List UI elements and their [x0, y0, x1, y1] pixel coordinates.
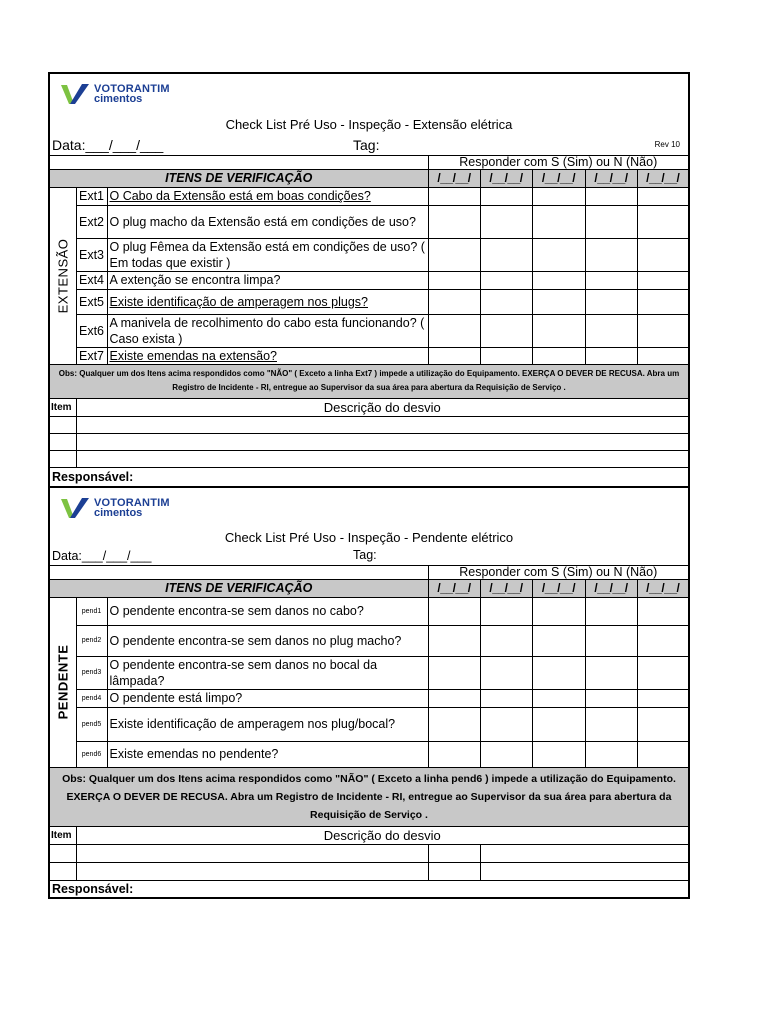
answer-cell[interactable] — [532, 625, 585, 656]
check-row — [49, 289, 689, 314]
answer-cell[interactable] — [532, 238, 585, 271]
date-column-4[interactable]: /__/__/ — [585, 579, 637, 597]
description-cell[interactable] — [76, 416, 689, 433]
item-question: O pendente encontra-se sem danos no plug macho? — [107, 625, 428, 656]
votorantim-logo — [52, 82, 686, 106]
extra-cell[interactable] — [428, 844, 480, 862]
answer-cell[interactable] — [428, 597, 480, 625]
item-question: O pendente encontra-se sem danos no cabo? — [107, 597, 428, 625]
answer-cell[interactable] — [637, 271, 689, 289]
form-title: Check List Pré Uso - Inspeção - Extensão elétrica — [225, 116, 513, 132]
answer-cell[interactable] — [532, 656, 585, 689]
votorantim-logo-icon — [60, 82, 90, 106]
check-row — [49, 689, 689, 707]
answer-cell[interactable] — [428, 625, 480, 656]
answer-cell[interactable] — [480, 741, 532, 767]
description-cell[interactable] — [76, 862, 428, 880]
date-column-3[interactable]: /__/__/ — [532, 579, 585, 597]
form-title: Check List Pré Uso - Inspeção - Pendente elétrico — [224, 529, 514, 545]
item-code: Ext1 — [76, 187, 107, 205]
answer-cell[interactable] — [637, 314, 689, 347]
check-row — [49, 597, 689, 625]
description-cell[interactable] — [76, 433, 689, 450]
answer-cell[interactable] — [637, 707, 689, 741]
item-cell[interactable] — [49, 433, 76, 450]
item-question: O plug macho da Extensão está em condições de uso? — [107, 205, 428, 238]
answer-cell[interactable] — [585, 205, 637, 238]
check-row — [49, 238, 689, 271]
answer-cell[interactable] — [428, 271, 480, 289]
answer-cell[interactable] — [637, 597, 689, 625]
item-question: Existe identificação de amperagem nos plugs? — [107, 289, 428, 314]
observation-note: Obs: Qualquer um dos Itens acima respondidos como "NÃO" ( Exceto a linha Ext7 ) impede a utilização do Equipamento. EXERÇA O DEVER DE RECUSA. Abra um Registro de Incidente - RI, entregue ao Supervisor da sua área para abertura da Requisição de Serviço . — [49, 364, 689, 398]
answer-cell[interactable] — [480, 289, 532, 314]
answer-cell[interactable] — [585, 707, 637, 741]
extra-cell[interactable] — [480, 862, 689, 880]
answer-cell[interactable] — [480, 205, 532, 238]
item-code: pend2 — [76, 625, 107, 656]
answer-cell[interactable] — [637, 238, 689, 271]
answer-cell[interactable] — [532, 289, 585, 314]
item-question: O pendente está limpo? — [107, 689, 428, 707]
brand-subname: cimentos — [94, 506, 143, 519]
date-column-5[interactable]: /__/__/ — [637, 579, 689, 597]
answer-cell[interactable] — [637, 656, 689, 689]
answer-cell[interactable] — [585, 741, 637, 767]
answer-cell[interactable] — [637, 625, 689, 656]
votorantim-logo — [52, 496, 686, 520]
item-code: pend1 — [76, 597, 107, 625]
answer-cell[interactable] — [480, 271, 532, 289]
brand-name: VOTORANTIM — [94, 496, 170, 509]
observation-note: Obs: Qualquer um dos Itens acima respondidos como "NÃO" ( Exceto a linha pend6 ) impede a utilização do Equipamento. EXERÇA O DEVER DE RECUSA. Abra um Registro de Incidente - RI, entregue ao Supervisor da sua área para abertura da Requisição de Serviço . — [49, 767, 689, 826]
answer-cell[interactable] — [428, 205, 480, 238]
date-column-5[interactable]: /__/__/ — [637, 169, 689, 187]
respond-instruction: Responder com S (Sim) ou N (Não) — [428, 155, 689, 169]
answer-cell[interactable] — [585, 625, 637, 656]
item-cell[interactable] — [49, 450, 76, 467]
check-row — [49, 347, 689, 364]
item-question: Existe identificação de amperagem nos plug/bocal? — [107, 707, 428, 741]
date-column-1[interactable]: /__/__/ — [428, 579, 480, 597]
deviation-row — [49, 433, 689, 450]
responsible-field[interactable]: Responsável: — [49, 467, 689, 487]
item-question: Existe emendas no pendente? — [107, 741, 428, 767]
date-column-3[interactable]: /__/__/ — [532, 169, 585, 187]
items-header: ITENS DE VERIFICAÇÃO — [49, 169, 428, 187]
check-row — [49, 741, 689, 767]
answer-cell[interactable] — [480, 625, 532, 656]
description-column-header: Descrição do desvio — [76, 398, 689, 416]
item-column-header: Item — [49, 826, 76, 844]
answer-cell[interactable] — [532, 187, 585, 205]
answer-cell[interactable] — [532, 741, 585, 767]
item-cell[interactable] — [49, 416, 76, 433]
tag-field[interactable]: Tag: — [353, 548, 377, 562]
answer-cell[interactable] — [585, 656, 637, 689]
description-cell[interactable] — [76, 450, 689, 467]
deviation-row — [49, 416, 689, 433]
description-column-header: Descrição do desvio — [76, 826, 689, 844]
item-code: Ext3 — [76, 238, 107, 271]
item-code: pend4 — [76, 689, 107, 707]
description-cell[interactable] — [76, 844, 428, 862]
answer-cell[interactable] — [480, 656, 532, 689]
answer-cell[interactable] — [428, 741, 480, 767]
item-question: A manivela de recolhimento do cabo esta funcionando? ( Caso exista ) — [107, 314, 428, 347]
item-question: O plug Fêmea da Extensão está em condições de uso? ( Em todas que existir ) — [107, 238, 428, 271]
item-code: Ext4 — [76, 271, 107, 289]
extra-cell[interactable] — [428, 862, 480, 880]
responsible-field[interactable]: Responsável: — [49, 880, 689, 898]
answer-cell[interactable] — [637, 187, 689, 205]
answer-cell[interactable] — [428, 656, 480, 689]
answer-cell[interactable] — [532, 205, 585, 238]
answer-cell[interactable] — [428, 689, 480, 707]
answer-cell[interactable] — [480, 347, 532, 364]
extra-cell[interactable] — [480, 844, 689, 862]
answer-cell[interactable] — [532, 597, 585, 625]
answer-cell[interactable] — [428, 238, 480, 271]
brand-subname: cimentos — [94, 92, 143, 105]
section-label-pendente: PENDENTE — [49, 597, 76, 767]
answer-cell[interactable] — [428, 187, 480, 205]
tag-field[interactable]: Tag: — [353, 137, 380, 153]
answer-cell[interactable] — [585, 271, 637, 289]
answer-cell[interactable] — [532, 347, 585, 364]
answer-cell[interactable] — [585, 187, 637, 205]
item-cell[interactable] — [49, 862, 76, 880]
date-column-4[interactable]: /__/__/ — [585, 169, 637, 187]
item-question: O Cabo da Extensão está em boas condições? — [107, 187, 428, 205]
date-column-2[interactable]: /__/__/ — [480, 169, 532, 187]
date-column-2[interactable]: /__/__/ — [480, 579, 532, 597]
answer-cell[interactable] — [637, 689, 689, 707]
check-row — [49, 271, 689, 289]
item-code: Ext5 — [76, 289, 107, 314]
deviation-row — [49, 844, 689, 862]
answer-cell[interactable] — [637, 289, 689, 314]
section-label-extensao: EXTENSÃO — [49, 187, 76, 364]
item-code: Ext6 — [76, 314, 107, 347]
date-column-1[interactable]: /__/__/ — [428, 169, 480, 187]
answer-cell[interactable] — [585, 314, 637, 347]
item-code: pend3 — [76, 656, 107, 689]
check-row — [49, 625, 689, 656]
answer-cell[interactable] — [532, 707, 585, 741]
revision-label: Rev 10 — [654, 140, 680, 150]
answer-cell[interactable] — [480, 187, 532, 205]
answer-cell[interactable] — [480, 238, 532, 271]
check-row — [49, 656, 689, 689]
answer-cell[interactable] — [428, 314, 480, 347]
answer-cell[interactable] — [585, 238, 637, 271]
answer-cell[interactable] — [532, 271, 585, 289]
date-field[interactable]: Data:___/___/___ — [52, 548, 152, 563]
answer-cell[interactable] — [585, 689, 637, 707]
date-field[interactable]: Data:___/___/___ — [52, 136, 164, 153]
item-question: A extenção se encontra limpa? — [107, 271, 428, 289]
item-question: O pendente encontra-se sem danos no bocal da lâmpada? — [107, 656, 428, 689]
respond-instruction: Responder com S (Sim) ou N (Não) — [428, 565, 689, 579]
answer-cell[interactable] — [428, 289, 480, 314]
answer-cell[interactable] — [637, 347, 689, 364]
check-row — [49, 205, 689, 238]
answer-cell[interactable] — [532, 689, 585, 707]
answer-cell[interactable] — [532, 314, 585, 347]
answer-cell[interactable] — [637, 205, 689, 238]
check-row — [49, 707, 689, 741]
checklist-sheet — [48, 72, 688, 899]
answer-cell[interactable] — [480, 314, 532, 347]
answer-cell[interactable] — [480, 707, 532, 741]
item-code: pend6 — [76, 741, 107, 767]
brand-name: VOTORANTIM — [94, 82, 170, 95]
item-cell[interactable] — [49, 844, 76, 862]
deviation-row — [49, 450, 689, 467]
answer-cell[interactable] — [637, 741, 689, 767]
check-row — [49, 187, 689, 205]
check-row — [49, 314, 689, 347]
item-code: Ext2 — [76, 205, 107, 238]
items-header: ITENS DE VERIFICAÇÃO — [49, 579, 428, 597]
answer-cell[interactable] — [480, 597, 532, 625]
form-extensao — [48, 72, 690, 899]
item-question: Existe emendas na extensão? — [107, 347, 428, 364]
answer-cell[interactable] — [428, 347, 480, 364]
item-column-header: Item — [49, 398, 76, 416]
answer-cell[interactable] — [585, 597, 637, 625]
item-code: Ext7 — [76, 347, 107, 364]
answer-cell[interactable] — [585, 289, 637, 314]
votorantim-logo-icon — [60, 496, 90, 520]
answer-cell[interactable] — [428, 707, 480, 741]
deviation-row — [49, 862, 689, 880]
answer-cell[interactable] — [585, 347, 637, 364]
item-code: pend5 — [76, 707, 107, 741]
answer-cell[interactable] — [480, 689, 532, 707]
